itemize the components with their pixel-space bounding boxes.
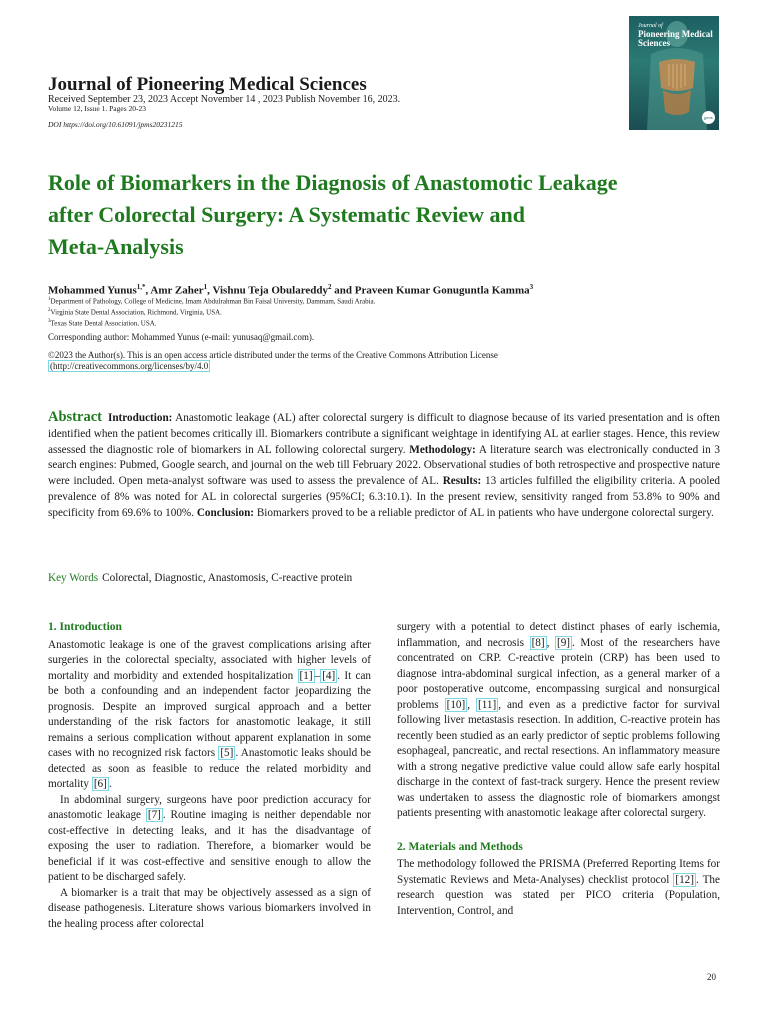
body-paragraph: surgery with a potential to detect distinct phases of early ischemia, inflammation, and necrosis [8] , [9] . Most of the researchers have concentrated on CRP. C-reactive protein (CRP) has been used to diagnose intra-abdominal surgical infection, as a general marker of a poor postoperative outcome, encompassing surgical and nonsurgical problems [10] , [11] , and even as a predictive factor for survival following liver metastasis resection. In addition, C-reactive protein has recently been studied as an early predictor of septic problems following esophageal, pancreatic, and rectal resections. An inflammatory measure with a strong negative predictive value could allow safe early hospital discharge in the context of fast-track surgery. Hence the present review was undertaken to assess the diagnostic role of biomarkers amongst patients presenting with anastomotic leakage after colorectal surgery.	[397, 621, 721, 819]
abstract-method-text: A literature search was electronically conducted in 3 search engines: Pubmed, Google search, and journal on the web till February 2022. Observational studies of both retrospective and prospective nature were included. Open meta-analyst software was used to assess the prevalence of AL.	[48, 443, 720, 488]
body-paragraph: The methodology followed the PRISMA (Preferred Reporting Items for Systematic Reviews and Meta-Analyses) checklist protocol [12] . The research question was stated per PICO criteria (Population, Intervention, Control, and	[397, 858, 720, 917]
abstract-results-label: Results:	[442, 475, 482, 488]
affiliation-number: 1	[48, 297, 51, 302]
citation-link[interactable]: [10]	[446, 698, 466, 711]
received-dates: Received September 23, 2023 Accept November 14 , 2023 Publish November 16, 2023.	[48, 94, 401, 105]
citation-link[interactable]: [8]	[531, 636, 545, 649]
affiliation	[48, 306, 222, 317]
affiliation-text: Texas State Dental Association, USA.	[50, 319, 157, 328]
abstract-intro-label: Introduction:	[107, 412, 173, 424]
abstract-method-label: Methodology:	[409, 443, 476, 456]
corresponding-author: Corresponding author: Mohammed Yunus (e-mail: yunusaq@gmail.com).	[48, 332, 315, 342]
cover-title	[638, 23, 718, 48]
license-notice	[48, 350, 608, 372]
citation-link[interactable]: [11]	[477, 698, 497, 711]
section-heading-methods: 2. Materials and Methods	[397, 840, 523, 853]
paper-title-line2: after Colorectal Surgery: A Systematic Review and	[48, 202, 525, 227]
license-link[interactable]: (http://creativecommons.org/licenses/by/4.0	[50, 361, 209, 371]
cover-title-line2: Sciences	[638, 38, 670, 48]
body-paragraph: Anastomotic leakage is one of the gravest complications arising after surgeries in the colorectal specialty, associated with higher levels of mortality and morbidity and extended hospitalization [1] – [4] . It can be both a confounding and an independent factor jeopardizing the prognosis. Despite an improved surgical approach and a better understanding of the risk factors for anastomotic leakage, it still remains a serious complication without apparent explanation in some cases with no recognized risk factors [5] . Anastomotic leaks should be detected as soon as feasible to reduce the related morbidity and mortality [6] .	[48, 638, 372, 790]
abstract-heading: Abstract	[48, 409, 102, 425]
volume-issue: Volume 12, Issue 1. Pages 20-23	[48, 104, 146, 113]
journal-title: Journal of Pioneering Medical Sciences	[48, 74, 367, 95]
abstract-conclusion-label: Conclusion:	[196, 506, 255, 519]
section-heading-introduction: 1. Introduction	[48, 621, 122, 633]
citation-link[interactable]: [12]	[675, 873, 694, 886]
author-affiliation-mark: 1	[203, 283, 208, 291]
journal-cover-image	[629, 16, 719, 130]
doi-line: DOI https://doi.org/10.61091/jpms20231215	[48, 120, 183, 129]
abstract-conclusion-text: Biomarkers proved to be a reliable predictor of AL in patients who have undergone colorectal surgery.	[254, 506, 714, 519]
citation-link[interactable]: [1]	[299, 669, 313, 682]
body-paragraph: A biomarker is a trait that may be objectively assessed as a sign of disease pathogenesis. Literature shows various biomarkers involved in the healing process after colorectal	[48, 886, 371, 930]
body-column-right	[397, 620, 720, 919]
author-affiliation-mark: 3	[529, 283, 534, 291]
citation-link[interactable]: [5]	[220, 747, 234, 759]
affiliation-number: 2	[48, 308, 51, 313]
keywords	[48, 571, 352, 586]
citation-link[interactable]: [7]	[147, 809, 161, 821]
license-text: ©2023 the Author(s). This is an open access article distributed under the terms of the Creative Commons Attribution License	[48, 350, 498, 360]
body-column-left	[48, 620, 371, 932]
cover-journal-word: Journal of	[638, 23, 663, 29]
affiliation-text: Department of Pathology, College of Medicine, Imam Abdulrahman Bin Faisal University, Dammam, Saudi Arabia.	[50, 297, 376, 306]
author-affiliation-mark: 1,*	[136, 283, 146, 291]
cover-title-line1: Pioneering Medical	[638, 29, 713, 39]
author-name: Mohammed Yunus	[48, 284, 137, 297]
author-name: , Vishnu Teja Obulareddy	[207, 284, 329, 297]
page-number: 20	[707, 972, 716, 982]
affiliation	[48, 317, 157, 328]
citation-link[interactable]: [6]	[93, 778, 107, 790]
affiliation-number: 3	[48, 319, 51, 324]
abstract-intro-text: Anastomotic leakage (AL) after colorectal surgery is difficult to diagnose because of its varied presentation and is often identified when the patient becomes critically ill. Biomarkers contribute a significant weightage in identifying AL at earlier stages. Hence, this review assessed the diagnostic role of biomarkers in AL following colorectal surgery.	[48, 412, 720, 456]
paper-title-line3: Meta-Analysis	[48, 234, 184, 259]
affiliation-text: Virginia State Dental Association, Richmond, Virginia, USA.	[50, 308, 222, 317]
abstract-results-text: 13 articles fulfilled the eligibility criteria. A pooled prevalence of 8% was noted for AL in colorectal surgeries (95%CI; 6.3:10.1). In the present review, sensitivity ranged from 53.8% to 90% and specificity from 69.6% to 100%.	[48, 475, 720, 519]
author-affiliation-mark: 2	[328, 283, 332, 291]
keywords-label: Key Words	[48, 572, 99, 584]
abstract	[48, 410, 720, 522]
paper-title	[48, 167, 708, 263]
body-paragraph: In abdominal surgery, surgeons have poor prediction accuracy for anastomotic leakage [7] . Routine imaging is neither dependable nor cost-effective in detecting leaks, and it has the disadvantage of exposing the user to radiation. Therefore, a biomarker would be beneficial if it was cost-effective and sensitive enough to allow the patient to be discharged safely.	[48, 793, 372, 883]
citation-link[interactable]: [4]	[322, 669, 336, 682]
author-name: , Amr Zaher	[145, 284, 204, 297]
paper-title-line1: Role of Biomarkers in the Diagnosis of Anastomotic Leakage	[48, 170, 618, 195]
keywords-text: Colorectal, Diagnostic, Anastomosis, C-reactive protein	[102, 572, 353, 584]
citation-link[interactable]: [9]	[556, 636, 571, 649]
affiliation	[48, 295, 375, 306]
author-name: and Praveen Kumar Gonuguntla Kamma	[331, 284, 530, 297]
cover-badge: jpms	[702, 111, 715, 124]
